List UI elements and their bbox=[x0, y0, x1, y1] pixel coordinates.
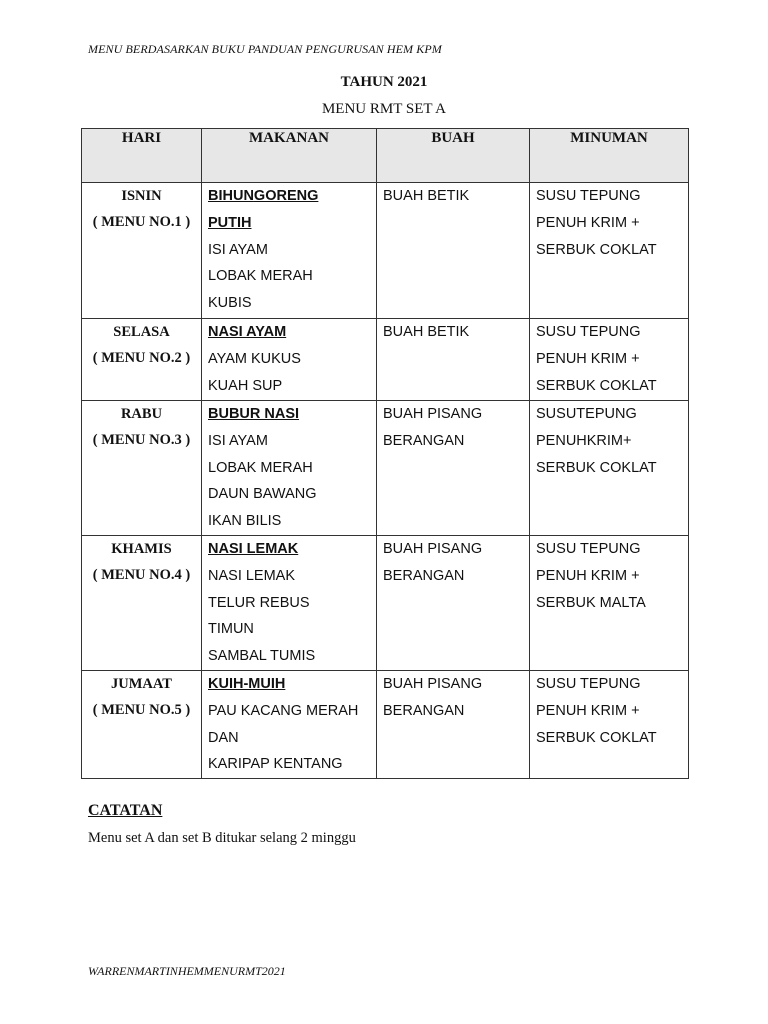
food-item: PAU KACANG MERAH bbox=[208, 702, 359, 719]
fruit-item: BUAH PISANG bbox=[383, 540, 483, 557]
food-cell bbox=[202, 319, 377, 401]
table-row bbox=[82, 670, 689, 778]
day-name: ISNIN bbox=[121, 188, 162, 204]
day-name: JUMAAT bbox=[111, 675, 172, 692]
table-row bbox=[82, 319, 689, 401]
header-hari: HARI bbox=[82, 129, 202, 183]
table-row bbox=[82, 183, 689, 319]
main-dish: KUIH-MUIH bbox=[208, 675, 286, 692]
fruit-item: BUAH BETIK bbox=[383, 188, 470, 204]
drink-line: PENUH KRIM + bbox=[536, 702, 640, 719]
fruit-item: BUAH BETIK bbox=[383, 324, 470, 340]
food-item: NASI LEMAK bbox=[208, 567, 296, 584]
fruit-cell bbox=[377, 670, 530, 778]
main-dish: NASI LEMAK bbox=[208, 540, 299, 557]
drink-line: SUSUTEPUNG bbox=[536, 406, 637, 422]
food-cell bbox=[202, 401, 377, 536]
drink-line: SERBUK COKLAT bbox=[536, 377, 657, 394]
menu-number: ( MENU NO.2 ) bbox=[92, 350, 191, 366]
main-dish-continued: PUTIH bbox=[208, 214, 252, 231]
fruit-item: BUAH PISANG bbox=[383, 675, 483, 692]
drink-line: SERBUK MALTA bbox=[536, 594, 646, 611]
day-cell bbox=[82, 319, 202, 401]
fruit-cell bbox=[377, 535, 530, 670]
header-note: MENU BERDASARKAN BUKU PANDUAN PENGURUSAN HEM KPM bbox=[88, 42, 442, 56]
main-dish: BUBUR NASI bbox=[208, 406, 300, 422]
menu-number: ( MENU NO.4 ) bbox=[92, 566, 191, 583]
food-item: ISI AYAM bbox=[208, 432, 268, 449]
drink-line: PENUHKRIM+ bbox=[536, 432, 632, 449]
food-item: KUBIS bbox=[208, 295, 252, 312]
fruit-item: BERANGAN bbox=[383, 432, 465, 449]
header-minuman: MINUMAN bbox=[530, 129, 689, 183]
drink-line: PENUH KRIM + bbox=[536, 214, 640, 231]
day-cell bbox=[82, 535, 202, 670]
notes-text: Menu set A dan set B ditukar selang 2 minggu bbox=[88, 830, 356, 846]
drink-cell bbox=[530, 670, 689, 778]
main-dish: NASI AYAM bbox=[208, 324, 287, 340]
day-name: RABU bbox=[120, 406, 163, 422]
fruit-cell bbox=[377, 401, 530, 536]
food-item: DAN bbox=[208, 729, 239, 746]
food-item: IKAN BILIS bbox=[208, 513, 282, 530]
header-makanan: MAKANAN bbox=[202, 129, 377, 183]
menu-number: ( MENU NO.5 ) bbox=[92, 701, 191, 718]
food-item: AYAM KUKUS bbox=[208, 350, 301, 367]
food-item: TIMUN bbox=[208, 621, 254, 638]
drink-line: PENUH KRIM + bbox=[536, 567, 640, 584]
drink-cell bbox=[530, 535, 689, 670]
drink-line: SUSU TEPUNG bbox=[536, 324, 641, 340]
fruit-cell bbox=[377, 319, 530, 401]
day-name: SELASA bbox=[113, 324, 170, 340]
drink-line: SERBUK COKLAT bbox=[536, 241, 657, 258]
table-row bbox=[82, 535, 689, 670]
food-item: TELUR REBUS bbox=[208, 594, 310, 611]
food-cell bbox=[202, 670, 377, 778]
year-title: TAHUN 2021 bbox=[340, 74, 428, 90]
day-name: KHAMIS bbox=[111, 540, 172, 557]
food-cell bbox=[202, 183, 377, 319]
food-item: ISI AYAM bbox=[208, 241, 268, 258]
food-item: LOBAK MERAH bbox=[208, 459, 313, 476]
food-item: SAMBAL TUMIS bbox=[208, 648, 316, 665]
footer-note: WARRENMARTINHEMMENURMT2021 bbox=[88, 964, 286, 978]
day-cell bbox=[82, 183, 202, 319]
fruit-item: BUAH PISANG bbox=[383, 406, 483, 422]
food-item: LOBAK MERAH bbox=[208, 268, 313, 285]
table-header-row bbox=[82, 129, 689, 183]
fruit-cell bbox=[377, 183, 530, 319]
drink-line: SUSU TEPUNG bbox=[536, 188, 641, 204]
day-cell bbox=[82, 670, 202, 778]
menu-title: MENU RMT SET A bbox=[321, 101, 447, 117]
drink-cell bbox=[530, 183, 689, 319]
food-item: KARIPAP KENTANG bbox=[208, 756, 343, 773]
drink-line: SUSU TEPUNG bbox=[536, 675, 641, 692]
drink-cell bbox=[530, 319, 689, 401]
food-item: DAUN BAWANG bbox=[208, 486, 317, 503]
food-item: KUAH SUP bbox=[208, 377, 283, 394]
menu-number: ( MENU NO.3 ) bbox=[92, 432, 191, 448]
fruit-item: BERANGAN bbox=[383, 702, 465, 719]
drink-line: SERBUK COKLAT bbox=[536, 729, 657, 746]
menu-number: ( MENU NO.1 ) bbox=[92, 214, 191, 230]
food-cell bbox=[202, 535, 377, 670]
drink-line: PENUH KRIM + bbox=[536, 350, 640, 367]
drink-line: SERBUK COKLAT bbox=[536, 459, 657, 476]
day-cell bbox=[82, 401, 202, 536]
drink-cell bbox=[530, 401, 689, 536]
table-row bbox=[82, 401, 689, 536]
drink-line: SUSU TEPUNG bbox=[536, 540, 641, 557]
header-buah: BUAH bbox=[377, 129, 530, 183]
notes-title: CATATAN bbox=[88, 802, 163, 819]
fruit-item: BERANGAN bbox=[383, 567, 465, 584]
main-dish: BIHUNGORENG bbox=[208, 188, 319, 204]
menu-table bbox=[81, 128, 689, 779]
